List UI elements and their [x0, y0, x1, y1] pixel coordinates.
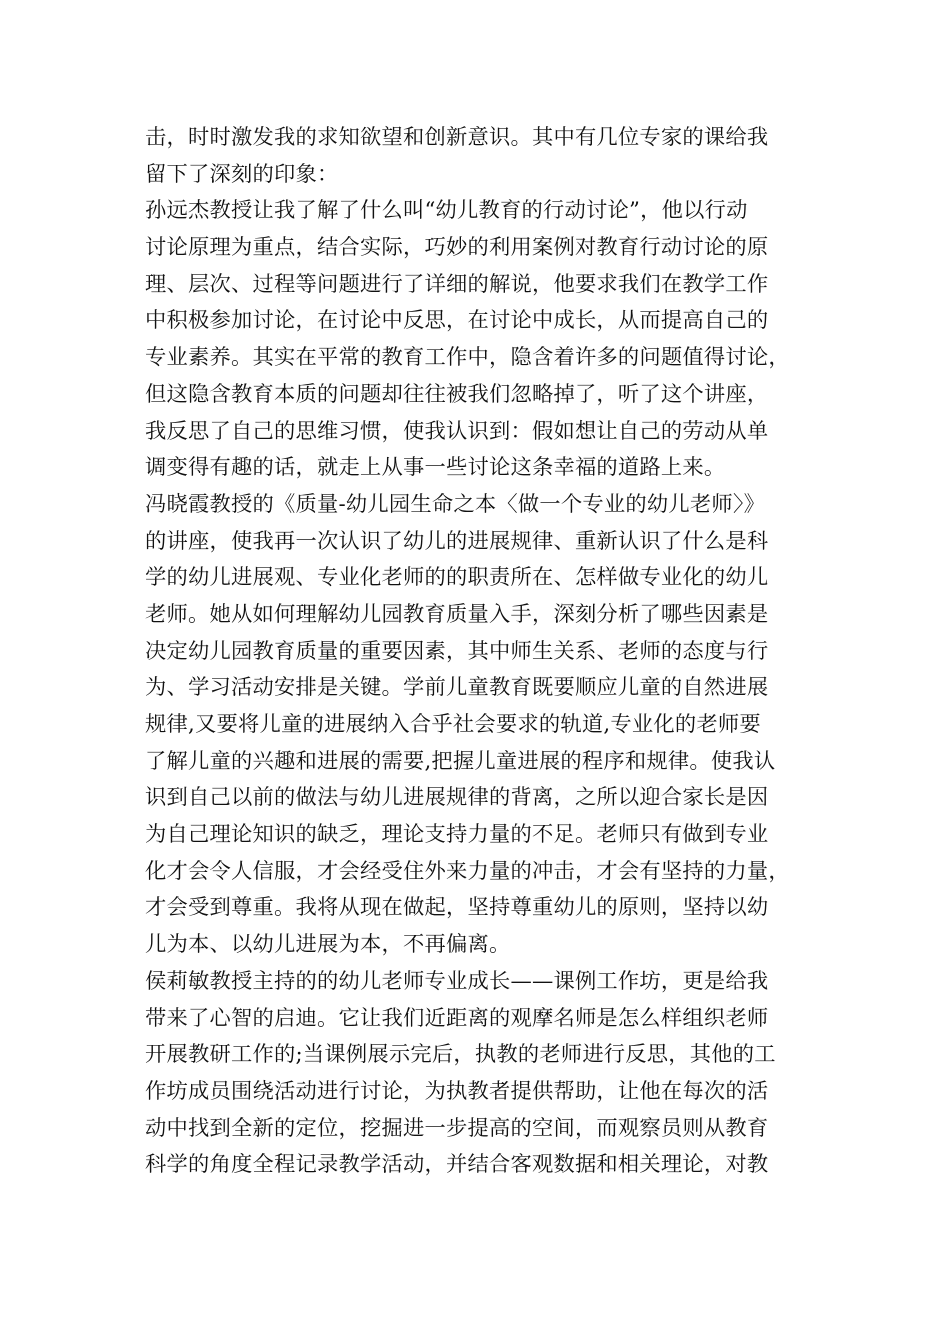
text-line: 识到自己以前的做法与幼儿进展规律的背离，之所以迎合家长是因	[145, 785, 769, 811]
text-line: 调变得有趣的话，就走上从事一些讨论这条幸福的道路上来。	[145, 455, 726, 481]
text-line: 孙远杰教授让我了解了什么叫“幼儿教育的行动讨论”，他以行动	[145, 198, 748, 224]
text-line: 冯晓霞教授的《质量-幼儿园生命之本〈做一个专业的幼儿老师〉》	[145, 491, 766, 517]
text-line: 学的幼儿进展观、专业化老师的的职责所在、怎样做专业化的幼儿	[145, 565, 769, 591]
text-line: 为、学习活动安排是关键。学前儿童教育既要顺应儿童的自然进展	[145, 675, 769, 701]
text-line: 儿为本、以幼儿进展为本，不再偏离。	[145, 932, 511, 958]
text-line: 规律,又要将儿童的进展纳入合乎社会要求的轨道,专业化的老师要	[145, 712, 761, 737]
text-line: 才会受到尊重。我将从现在做起，坚持尊重幼儿的原则，坚持以幼	[145, 895, 769, 921]
document-body	[145, 120, 810, 1184]
text-line: 但这隐含教育本质的问题却往往被我们忽略掉了，听了这个讲座，	[145, 381, 769, 407]
text-line: 的讲座，使我再一次认识了幼儿的进展规律、重新认识了什么是科	[145, 528, 769, 554]
text-line: 带来了心智的启迪。它让我们近距离的观摩名师是怎么样组织老师	[145, 1005, 769, 1031]
text-line: 击，时时激发我的求知欲望和创新意识。其中有几位专家的课给我	[145, 125, 769, 150]
text-line: 留下了深刻的印象：	[145, 161, 339, 187]
text-line: 讨论原理为重点，结合实际，巧妙的利用案例对教育行动讨论的原	[145, 235, 769, 261]
text-line: 科学的角度全程记录教学活动，并结合客观数据和相关理论，对教	[145, 1152, 769, 1178]
text-line: 化才会令人信服，才会经受住外来力量的冲击，才会有坚持的力量，	[145, 858, 790, 884]
text-line: 决定幼儿园教育质量的重要因素，其中师生关系、老师的态度与行	[145, 638, 769, 664]
text-line: 理、层次、过程等问题进行了详细的解说，他要求我们在教学工作	[145, 271, 769, 297]
text-line: 我反思了自己的思维习惯，使我认识到：假如想让自己的劳动从单	[145, 418, 769, 444]
text-line: 老师。她从如何理解幼儿园教育质量入手，深刻分析了哪些因素是	[145, 601, 769, 627]
text-line: 开展教研工作的;当课例展示完后，执教的老师进行反思，其他的工	[145, 1042, 776, 1068]
text-line: 侯莉敏教授主持的的幼儿老师专业成长——课例工作坊，更是给我	[145, 968, 769, 994]
text-line: 动中找到全新的定位，挖掘进一步提高的空间，而观察员则从教育	[145, 1115, 769, 1141]
text-line: 作坊成员围绕活动进行讨论，为执教者提供帮助，让他在每次的活	[145, 1078, 769, 1104]
text-line: 专业素养。其实在平常的教育工作中，隐含着许多的问题值得讨论，	[145, 345, 790, 371]
text-line: 中积极参加讨论，在讨论中反思，在讨论中成长，从而提高自己的	[145, 308, 769, 334]
text-line: 为自己理论知识的缺乏，理论支持力量的不足。老师只有做到专业	[145, 822, 769, 848]
text-line: 了解儿童的兴趣和进展的需要,把握儿童进展的程序和规律。使我认	[145, 748, 776, 774]
